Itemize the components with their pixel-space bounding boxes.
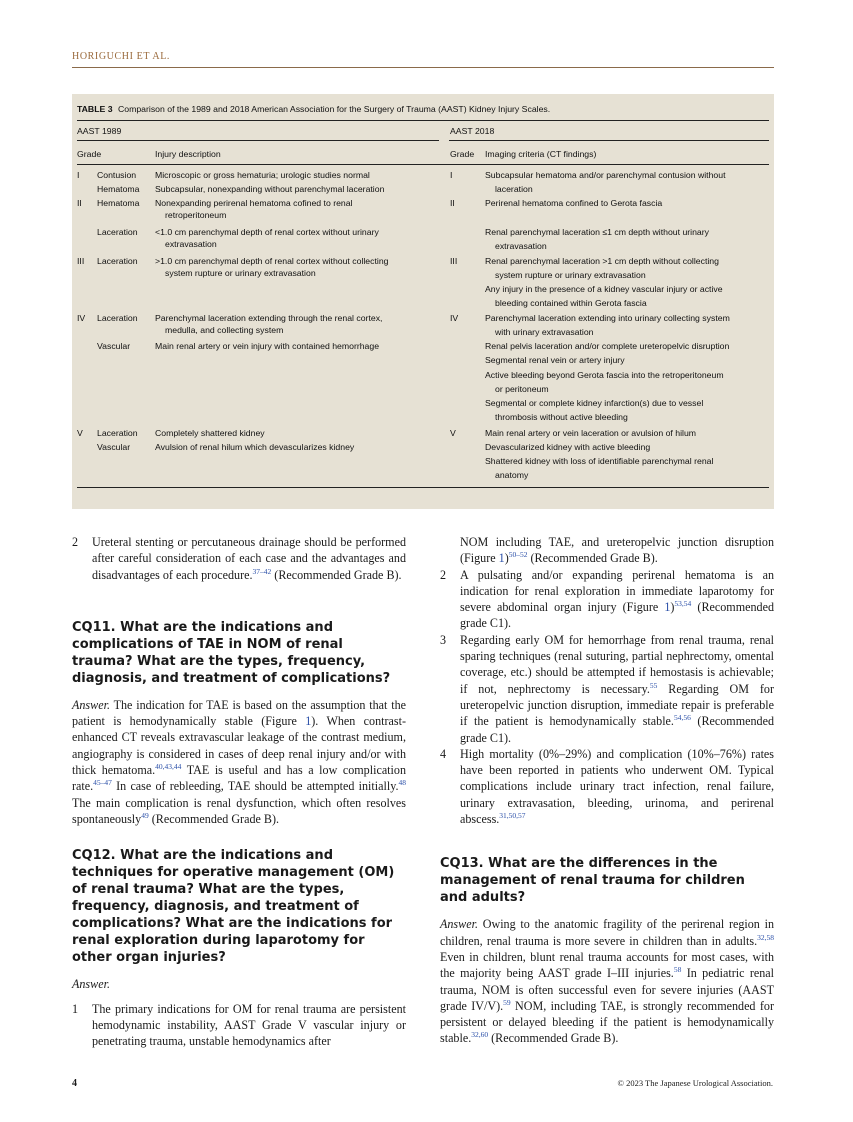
imaging-criterion: Active bleeding beyond Gerota fascia into the retroperitoneum xyxy=(485,370,724,380)
table-top-rule xyxy=(77,120,769,121)
imaging-criterion-cont: thrombosis without active bleeding xyxy=(495,412,628,422)
header-bottom-rule xyxy=(77,164,769,165)
grade-label: I xyxy=(450,170,453,180)
injury-type: Laceration xyxy=(97,227,138,237)
imaging-criterion-cont: anatomy xyxy=(495,470,529,480)
left-column xyxy=(72,534,406,1049)
imaging-criterion: Devascularized kidney with active bleeding xyxy=(485,442,651,452)
col-header-imaging-criteria: Imaging criteria (CT findings) xyxy=(485,149,597,159)
col-header-grade-1989: Grade xyxy=(77,149,102,159)
grade-label: III xyxy=(77,256,85,266)
answer-text: TAE is useful and has a low complication rate. xyxy=(72,763,406,794)
cq11-answer xyxy=(72,697,406,827)
list-item xyxy=(72,1001,406,1050)
citation[interactable]: 55 xyxy=(649,680,658,690)
answer-text: Even in children, blunt renal trauma accounts for most cases, with the majority being AAST grade I–III injuries. xyxy=(440,949,774,981)
citation[interactable]: 40,43,44 xyxy=(155,762,182,772)
imaging-criterion: Segmental or complete kidney infarction(s) due to vessel xyxy=(485,398,704,408)
group-rule-left xyxy=(77,140,439,141)
citation[interactable]: 45–47 xyxy=(93,778,112,788)
copyright: © 2023 The Japanese Urological Association. xyxy=(617,1078,773,1088)
imaging-criterion-cont: or peritoneum xyxy=(495,384,549,394)
grade-label: IV xyxy=(77,313,86,323)
citation[interactable]: 31,50,57 xyxy=(499,811,526,821)
figure-link[interactable]: 1 xyxy=(305,714,312,729)
injury-description-cont: retroperitoneum xyxy=(165,210,227,220)
injury-description: Parenchymal laceration extending through the renal cortex, xyxy=(155,313,383,323)
col-header-grade-2018: Grade xyxy=(450,149,475,159)
answer-text: NOM, including TAE, is strongly recommended for persistent or delayed bleeding if the patient is hemodynamically stable. xyxy=(440,998,774,1046)
injury-description: Subcapsular, nonexpanding without parenchymal laceration xyxy=(155,184,385,194)
injury-type: Hematoma xyxy=(97,184,140,194)
grade-label: V xyxy=(77,428,83,438)
recommendation: (Recommended Grade B). xyxy=(491,1031,619,1046)
imaging-criterion-cont: with urinary extravasation xyxy=(495,327,594,337)
figure-link[interactable]: 1 xyxy=(498,551,505,566)
list-text: High mortality (0%–29%) and complication (10%–76%) rates have been reported in patients who underwent OM. Typical complications include urinary tract infection, renal failure, urinary extravasation, bleeding, urinoma, and perirenal abscess. xyxy=(460,746,774,827)
imaging-criterion: Parenchymal laceration extending into urinary collecting system xyxy=(485,313,730,323)
injury-description-cont: medulla, and collecting system xyxy=(165,325,284,335)
imaging-criterion: Renal parenchymal laceration ≤1 cm depth without urinary xyxy=(485,227,710,237)
list-number: 3 xyxy=(440,632,447,647)
citation[interactable]: 48 xyxy=(398,778,406,788)
group-header-2018: AAST 2018 xyxy=(450,126,495,136)
recommendation: (Recommended grade C1). xyxy=(460,714,774,745)
injury-type: Contusion xyxy=(97,170,137,180)
grade-label: II xyxy=(77,198,82,208)
answer-label: Answer. xyxy=(440,917,478,932)
recommendation: (Recommended Grade B). xyxy=(274,567,402,582)
citation[interactable]: 53,54 xyxy=(674,599,692,609)
injury-type: Laceration xyxy=(97,428,138,438)
list-number: 2 xyxy=(440,567,447,582)
answer-text: In pediatric renal trauma, NOM is often successful even for severe injuries (AAST grade IV/V). xyxy=(440,966,774,1013)
cq13-answer xyxy=(440,916,774,1046)
citation[interactable]: 54,56 xyxy=(673,713,691,723)
list-text: ) xyxy=(670,600,675,615)
injury-type: Laceration xyxy=(97,256,138,266)
answer-text: The main complication is renal dysfunction, which often resolves spontaneously xyxy=(72,795,406,826)
right-column xyxy=(440,534,774,1047)
answer-label: Answer. xyxy=(72,697,110,712)
table-3 xyxy=(72,94,774,509)
cq13-heading: CQ13. What are the differences in the management of renal trauma for children and adults? xyxy=(440,856,745,906)
answer-text: ). When contrast-enhanced CT reveals extravascular leakage of the contrast medium, angiography is considered in cases of deep renal injury and/or with thick hematoma. xyxy=(72,714,406,778)
list-text: Regarding OM for ureteropelvic junction disruption, immediate repair is preferable if the patient is hemodynamically stable. xyxy=(460,681,774,729)
injury-description: Completely shattered kidney xyxy=(155,428,265,438)
grade-label: III xyxy=(450,256,458,266)
running-head: HORIGUCHI ET AL. xyxy=(72,51,171,62)
grade-label: IV xyxy=(450,313,459,323)
imaging-criterion-cont: extravasation xyxy=(495,241,547,251)
list-text: Ureteral stenting or percutaneous drainage should be performed after careful consideration of each case and the advantages and disadvantages of each procedure. xyxy=(92,535,406,582)
injury-description: Microscopic or gross hematuria; urologic studies normal xyxy=(155,170,370,180)
citation[interactable]: 49 xyxy=(141,810,149,820)
injury-description: Avulsion of renal hilum which devascularizes kidney xyxy=(155,442,355,452)
imaging-criterion-cont: laceration xyxy=(495,184,533,194)
table-caption-text: Comparison of the 1989 and 2018 American Association for the Surgery of Trauma (AAST) Kidney Injury Scales. xyxy=(117,104,551,114)
list-item xyxy=(440,567,774,632)
list-item xyxy=(72,534,406,583)
imaging-criterion: Shattered kidney with loss of identifiable parenchymal renal xyxy=(485,456,714,466)
injury-type: Laceration xyxy=(97,313,138,323)
injury-description-cont: extravasation xyxy=(165,239,217,249)
grade-label: I xyxy=(77,170,80,180)
list-item xyxy=(440,632,774,746)
col-header-injury-description: Injury description xyxy=(155,149,221,159)
imaging-criterion: Any injury in the presence of a kidney vascular injury or active xyxy=(485,284,723,294)
list-text: NOM including TAE, and ureteropelvic junction disruption (Figure xyxy=(460,535,774,566)
grade-label: V xyxy=(450,428,456,438)
imaging-criterion-cont: system rupture or urinary extravasation xyxy=(495,270,646,280)
header-rule xyxy=(72,67,774,68)
table-label: TABLE 3 xyxy=(77,104,113,114)
answer-text: The indication for TAE is based on the assumption that the patient is hemodynamically stable (Figure xyxy=(72,697,406,729)
list-item-continuation xyxy=(440,534,774,567)
group-rule-right xyxy=(449,140,769,141)
figure-link[interactable]: 1 xyxy=(664,600,671,615)
list-number: 2 xyxy=(72,535,79,549)
list-number: 4 xyxy=(440,746,447,761)
imaging-criterion-cont: bleeding contained within Gerota fascia xyxy=(495,298,647,308)
imaging-criterion: Segmental renal vein or artery injury xyxy=(485,355,625,365)
citation[interactable]: 50–52 xyxy=(508,550,528,560)
imaging-criterion: Subcapsular hematoma and/or parenchymal contusion without xyxy=(485,170,726,180)
imaging-criterion: Renal parenchymal laceration >1 cm depth without collecting xyxy=(485,256,719,266)
citation[interactable]: 58 xyxy=(673,965,682,975)
answer-text: Owing to the anatomic fragility of the perirenal region in children, renal trauma is more severe in children than in adults. xyxy=(440,917,775,948)
injury-description-cont: system rupture or urinary extravasation xyxy=(165,268,316,278)
injury-description: Main renal artery or vein injury with contained hemorrhage xyxy=(155,341,380,351)
list-number: 1 xyxy=(72,1001,79,1016)
list-text: A pulsating and/or expanding perirenal hematoma is an indication for renal exploration in immediate laparotomy for severe abdominal organ injury (Figure xyxy=(460,567,774,615)
imaging-criterion: Perirenal hematoma confined to Gerota fascia xyxy=(485,198,663,208)
page-number: 4 xyxy=(72,1078,77,1089)
table-bottom-rule xyxy=(77,487,769,488)
injury-type: Vascular xyxy=(97,442,131,452)
table-inner xyxy=(77,104,769,480)
citation[interactable]: 32,58 xyxy=(757,932,774,942)
list-text: Regarding early OM for hemorrhage from renal trauma, renal sparing techniques (renal suturing, partial nephrectomy, omental coverage, etc.) should be attempted if hemostasis is achievable; if not, nephrectomy is necessary. xyxy=(460,632,774,696)
cq12-heading: CQ12. What are the indications and techniques for operative management (OM) of renal trauma? What are the types, frequency, diagnosis, and treatment of complications? What are the indications for renal exploration during laparotomy for other organ injuries? xyxy=(72,848,395,966)
cq11-heading: CQ11. What are the indications and complications of TAE in NOM of renal trauma? What are the types, frequency, diagnosis, and treatment of complications? xyxy=(72,619,391,686)
group-header-1989: AAST 1989 xyxy=(77,126,122,136)
injury-type: Vascular xyxy=(97,341,131,351)
citation[interactable]: 37–42 xyxy=(252,566,272,576)
injury-type: Hematoma xyxy=(97,198,140,208)
grade-label: II xyxy=(450,198,455,208)
imaging-criterion: Renal pelvis laceration and/or complete ureteropelvic disruption xyxy=(485,341,730,351)
list-text: ) xyxy=(504,551,509,566)
injury-description: >1.0 cm parenchymal depth of renal cortex without collecting xyxy=(155,256,389,266)
citation[interactable]: 59 xyxy=(503,997,511,1007)
table-caption xyxy=(77,104,769,118)
recommendation: (Recommended Grade B). xyxy=(530,551,658,566)
injury-description: <1.0 cm parenchymal depth of renal cortex without urinary xyxy=(155,227,379,237)
recommendation: (Recommended grade C1). xyxy=(460,600,774,631)
list-item xyxy=(440,746,774,827)
injury-description: Nonexpanding perirenal hematoma cofined to renal xyxy=(155,198,353,208)
answer-text: In case of rebleeding, TAE should be attempted initially. xyxy=(116,779,399,794)
answer-label: Answer. xyxy=(72,977,110,992)
list-text: The primary indications for OM for renal trauma are persistent hemodynamic instability, AAST Grade V vascular injury or penetrating trauma, unstable hemodynamics after xyxy=(92,1001,406,1049)
citation[interactable]: 32,60 xyxy=(471,1030,489,1040)
imaging-criterion: Main renal artery or vein laceration or avulsion of hilum xyxy=(485,428,697,438)
recommendation: (Recommended Grade B). xyxy=(151,811,280,826)
